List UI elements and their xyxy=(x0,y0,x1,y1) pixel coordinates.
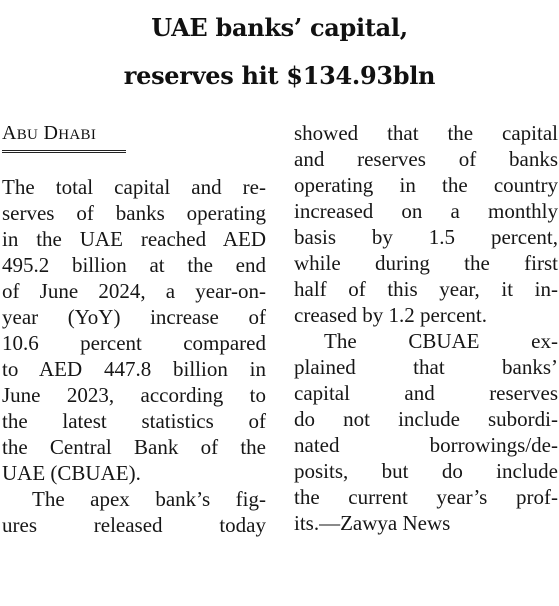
body-line: The apex bank’s fig- xyxy=(32,487,266,511)
body-line: 495.2 billion at the end xyxy=(2,253,266,277)
headline xyxy=(0,4,559,100)
body-line: of June 2024, a year-on- xyxy=(2,279,266,303)
body-line: in the UAE reached AED xyxy=(2,227,266,251)
body-line: half of this year, it in- xyxy=(294,277,558,301)
article-column-left xyxy=(2,174,266,538)
body-line: ures released today xyxy=(2,513,266,537)
body-line: operating in the country xyxy=(294,173,558,197)
body-line: to AED 447.8 billion in xyxy=(2,357,266,381)
body-line: while during the first xyxy=(294,251,558,275)
body-line: basis by 1.5 percent, xyxy=(294,225,558,249)
dateline-initial-a: A xyxy=(2,122,17,144)
dateline xyxy=(2,120,126,153)
body-line: June 2023, according to xyxy=(2,383,266,407)
body-line: capital and reserves xyxy=(294,381,558,405)
body-line: do not include subordi- xyxy=(294,407,558,431)
body-line: year (YoY) increase of xyxy=(2,305,266,329)
body-line: the current year’s prof- xyxy=(294,485,558,509)
dateline-smallcaps-b: HABI xyxy=(58,127,97,143)
body-line: UAE (CBUAE). xyxy=(2,461,141,485)
body-line: and reserves of banks xyxy=(294,147,558,171)
body-line: showed that the capital xyxy=(294,121,558,145)
body-line: serves of banks operating xyxy=(2,201,266,225)
body-line: nated borrowings/de- xyxy=(294,433,558,457)
body-line: the Central Bank of the xyxy=(2,435,266,459)
body-line: the latest statistics of xyxy=(2,409,266,433)
body-line: its.—Zawya News xyxy=(294,511,451,535)
body-line: posits, but do include xyxy=(294,459,558,483)
headline-line-1: UAE banks’ capital, xyxy=(151,13,408,42)
body-line: The CBUAE ex- xyxy=(324,329,558,353)
body-line: plained that banks’ xyxy=(294,355,558,379)
body-line: increased on a monthly xyxy=(294,199,558,223)
dateline-smallcaps-a: BU xyxy=(16,127,39,143)
body-line: 10.6 percent compared xyxy=(2,331,266,355)
article-column-right xyxy=(294,120,558,536)
dateline-initial-b: D xyxy=(43,122,59,144)
body-line: creased by 1.2 percent. xyxy=(294,303,487,327)
body-line: The total capital and re- xyxy=(2,175,266,199)
headline-line-2: reserves hit $134.93bln xyxy=(123,61,436,90)
